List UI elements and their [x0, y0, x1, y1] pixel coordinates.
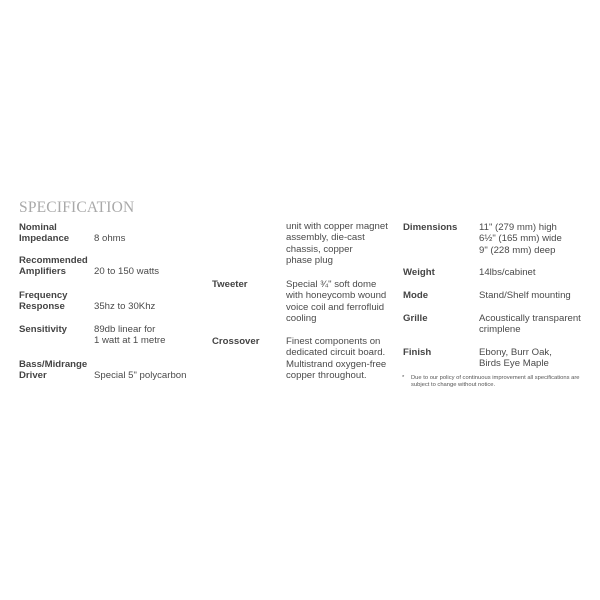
crossover-value: Finest components on dedicated circuit board. Multistrand oxygen-free copper throughout.	[286, 336, 387, 382]
weight-label: Weight	[403, 267, 435, 278]
finish-label: Finish	[403, 347, 432, 358]
footnote-marker: *	[402, 375, 405, 381]
dimensions-label: Dimensions	[403, 222, 458, 233]
grille-label: Grille	[403, 313, 428, 324]
page-title: SPECIFICATION	[19, 199, 135, 216]
sensitivity-value: 89db linear for 1 watt at 1 metre	[94, 324, 166, 347]
mode-label: Mode	[403, 290, 429, 301]
driver-continued-text: unit with copper magnet assembly, die-cast chassis, copper phase plug	[286, 221, 388, 267]
weight-value: 14lbs/cabinet	[479, 267, 536, 278]
tweeter-label: Tweeter	[212, 279, 248, 290]
grille-value: Acoustically transparent crimplene	[479, 313, 581, 336]
finish-value: Ebony, Burr Oak, Birds Eye Maple	[479, 347, 552, 370]
bass-midrange-label: Bass/Midrange Driver	[19, 359, 88, 382]
recommended-amplifiers-value: 20 to 150 watts	[94, 266, 160, 277]
frequency-response-label: Frequency Response	[19, 290, 68, 313]
nominal-impedance-value: 8 ohms	[94, 233, 126, 244]
crossover-label: Crossover	[212, 336, 260, 347]
mode-value: Stand/Shelf mounting	[479, 290, 571, 301]
footnote-text: Due to our policy of continuous improvement all specifications are subject to change without notice.	[411, 375, 580, 389]
dimensions-value: 11" (279 mm) high 6½" (165 mm) wide 9" (228 mm) deep	[479, 222, 562, 256]
footnote	[403, 375, 593, 390]
sensitivity-label: Sensitivity	[19, 324, 67, 335]
recommended-amplifiers-label: Recommended Amplifiers	[19, 255, 88, 278]
frequency-response-value: 35hz to 30Khz	[94, 301, 156, 312]
tweeter-value: Special ¾" soft dome with honeycomb wound voice coil and ferrofluid cooling	[286, 279, 387, 325]
nominal-impedance-label: Nominal Impedance	[19, 222, 70, 245]
bass-midrange-value: Special 5" polycarbon	[94, 370, 187, 381]
